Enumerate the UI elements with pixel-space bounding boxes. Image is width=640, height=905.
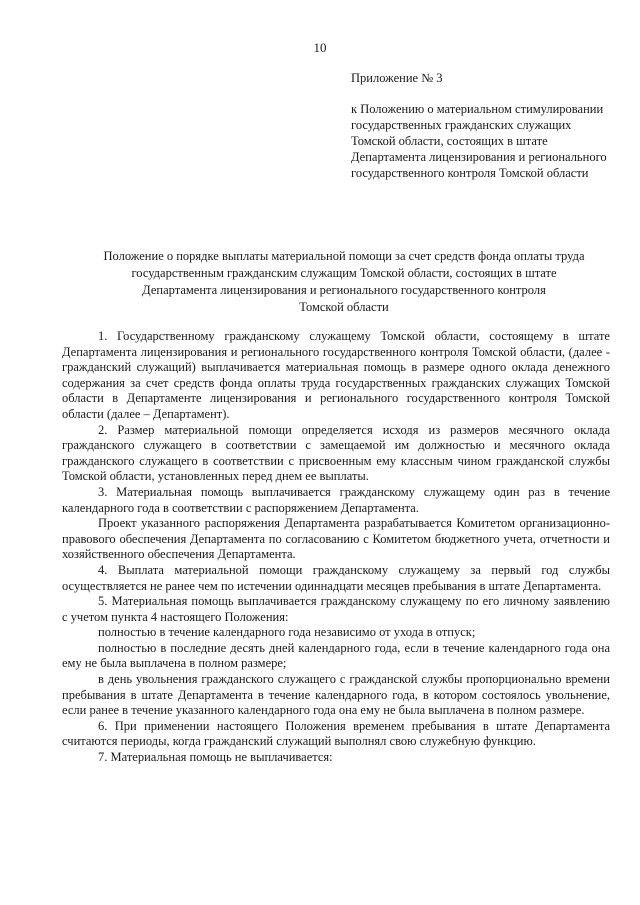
- document-title-line: Департамента лицензирования и регионального государственного контроля: [142, 283, 546, 297]
- paragraph: в день увольнения гражданского служащего с гражданской службы пропорционально времени пребывания в штате Департамента в течение календарного года, в котором состоялось увольнение, если ранее в течение указанного календарного года она ему не была выплачена в полном размере.: [62, 672, 610, 718]
- paragraph: полностью в течение календарного года независимо от ухода в отпуск;: [98, 625, 476, 640]
- page-number: 10: [313, 40, 327, 55]
- paragraph: полностью в последние десять дней календарного года, если в течение календарного года она ему не была выплачена в полном размере;: [62, 640, 610, 671]
- appendix-text: к Положению о материальном стимулировании государственных гражданских служащих Томской области, состоящих в штате Департамента лицензирования и регионального государственного контроля Томской области: [351, 102, 607, 180]
- appendix-title: Приложение № 3: [351, 71, 443, 85]
- document-title-line: Томской области: [299, 300, 389, 314]
- document-body: [62, 329, 610, 766]
- paragraph: 4. Выплата материальной помощи гражданскому служащему за первый год службы осуществляется не ранее чем по истечении одиннадцати месяцев пребывания в штате Департамента.: [62, 562, 610, 593]
- document-title: [44, 248, 640, 316]
- document-title-line: государственным гражданским служащим Томской области, состоящих в штате: [131, 266, 557, 280]
- document-title-line: Положение о порядке выплаты материальной помощи за счет средств фонда оплаты труда: [103, 249, 585, 263]
- paragraph: Проект указанного распоряжения Департамента разрабатывается Комитетом организационно-правового обеспечения Департамента по согласованию с Комитетом бюджетного учета, отчетности и хозяйственного обеспечения Департамента.: [62, 516, 610, 562]
- paragraph: 2. Размер материальной помощи определяется исходя из размеров месячного оклада гражданского служащего в соответствии с замещаемой им должностью и месячного оклада гражданского служащего в соответствии с присвоенным ему классным чином гражданской службы Томской области, установленных перед днем ее выплаты.: [62, 422, 610, 484]
- paragraph: 5. Материальная помощь выплачивается гражданскому служащему по его личному заявлению с учетом пункта 4 настоящего Положения:: [62, 594, 610, 624]
- paragraph: 6. При применении настоящего Положения временем пребывания в штате Департамента считаются периоды, когда гражданский служащий выполнял свою служебную функцию.: [62, 718, 610, 749]
- appendix-block: [351, 70, 616, 181]
- paragraph: 1. Государственному гражданскому служащему Томской области, состоящему в штате Департамента лицензирования и регионального государственного контроля Томской области, (далее - гражданский служащий) выплачивается материальная помощь в размере одного оклада денежного содержания за счет средств фонда оплаты труда государственных гражданских служащих Томской области в Департаменте лицензирования и регионального государственного контроля Томской области (далее – Департамент).: [62, 329, 610, 421]
- paragraph: 3. Материальная помощь выплачивается гражданскому служащему один раз в течение календарного года в соответствии с распоряжением Департамента.: [62, 484, 610, 515]
- paragraph: 7. Материальная помощь не выплачивается:: [98, 750, 333, 765]
